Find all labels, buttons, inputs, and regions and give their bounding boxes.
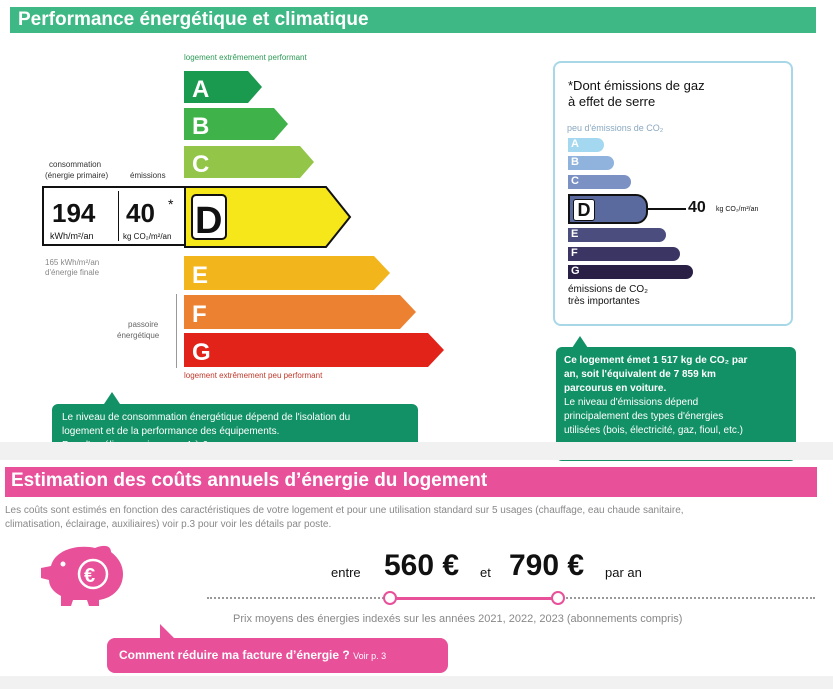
value-divider bbox=[118, 191, 119, 241]
passoire-bracket bbox=[176, 294, 177, 368]
ges-class-b: B bbox=[568, 156, 614, 170]
section-header-costs bbox=[5, 467, 817, 497]
dpe-class-b-letter: B bbox=[192, 113, 210, 140]
info-left-line-2: logement et de la performance des équipements. bbox=[62, 426, 280, 437]
costs-description-2: climatisation, éclairage, auxiliaires) voir p.3 pour voir les détails par poste. bbox=[5, 519, 332, 530]
passoire-label-2: énergétique bbox=[117, 331, 160, 340]
section-header-energy bbox=[10, 7, 816, 33]
button-pointer bbox=[160, 624, 174, 638]
info-left-line-1: Le niveau de consommation énergétique dépend de l'isolation du bbox=[62, 412, 351, 423]
reduce-bill-label: Comment réduire ma facture d’énergie ? bbox=[119, 648, 350, 662]
section-title: Performance énergétique et climatique bbox=[18, 9, 369, 30]
section-separator bbox=[0, 442, 833, 460]
emissions-star: * bbox=[168, 196, 174, 212]
costs-description-1: Les coûts sont estimés en fonction des caractéristiques de votre logement et pour une utilisation standard sur 5 usages (chauffage, eau chaude sanitaire, bbox=[5, 505, 684, 516]
ges-bottom-1: émissions de CO₂ bbox=[568, 284, 649, 295]
reduce-bill-button[interactable] bbox=[107, 638, 448, 673]
cost-max-marker bbox=[551, 591, 565, 605]
info-right-line-3: parcourus en voiture. bbox=[564, 383, 667, 394]
between-label: entre bbox=[331, 565, 361, 580]
ges-class-d-letter: D bbox=[573, 199, 595, 221]
dpe-class-e-letter: E bbox=[192, 262, 209, 289]
cost-max: 790 € bbox=[509, 549, 585, 582]
emissions-unit: kg CO₂/m²/an bbox=[123, 232, 172, 241]
dpe-class-a-letter: A bbox=[192, 76, 210, 103]
ges-class-g: G bbox=[568, 265, 693, 279]
ges-class-c: C bbox=[568, 175, 631, 189]
cost-range-bar bbox=[390, 597, 558, 600]
dpe-class-d-letter: D bbox=[195, 200, 223, 242]
consumption-unit: kWh/m²/an bbox=[50, 231, 94, 241]
dpe-class-e bbox=[184, 256, 392, 290]
ges-title-2: à effet de serre bbox=[568, 94, 656, 109]
dpe-class-f bbox=[184, 295, 418, 329]
info-right-line-2: an, soit l'équivalent de 7 859 km bbox=[564, 369, 716, 380]
ges-scale-box bbox=[553, 61, 793, 326]
per-year-label: par an bbox=[605, 565, 642, 580]
ges-value: 40 bbox=[688, 199, 706, 216]
ges-title-1: *Dont émissions de gaz bbox=[568, 78, 705, 93]
dpe-class-a bbox=[184, 71, 264, 103]
dpe-top-label: logement extrêmement performant bbox=[184, 53, 307, 62]
passoire-label-1: passoire bbox=[128, 320, 159, 329]
piggy-bank-euro-icon bbox=[37, 540, 129, 613]
ges-pointer-line bbox=[648, 208, 686, 210]
dpe-class-g bbox=[184, 333, 446, 367]
info-right-line-6: utilisées (bois, électricité, gaz, fioul, etc.) bbox=[564, 425, 743, 436]
ges-class-f: F bbox=[568, 247, 680, 261]
reduce-bill-page: Voir p. 3 bbox=[353, 651, 387, 661]
dpe-class-c bbox=[184, 146, 316, 178]
info-pointer bbox=[104, 392, 120, 404]
dpe-class-c-letter: C bbox=[192, 151, 210, 178]
dpe-class-d-current bbox=[184, 186, 352, 248]
info-right-line-4: Le niveau d'émissions dépend bbox=[564, 397, 699, 408]
info-right-line-5: principalement des types d'énergies bbox=[564, 411, 724, 422]
bottom-separator bbox=[0, 676, 833, 689]
ges-unit: kg CO₂/m²/an bbox=[716, 206, 759, 213]
dpe-class-g-letter: G bbox=[192, 339, 211, 366]
consumption-label: consommation bbox=[49, 160, 102, 169]
ges-class-d-current bbox=[568, 194, 648, 224]
emissions-label: émissions bbox=[130, 171, 166, 180]
final-energy-label: d'énergie finale bbox=[45, 268, 100, 277]
dpe-bottom-label: logement extrêmement peu performant bbox=[184, 371, 323, 380]
costs-title: Estimation des coûts annuels d’énergie du logement bbox=[11, 470, 488, 491]
svg-text:€: € bbox=[84, 565, 96, 587]
primary-energy-label: (énergie primaire) bbox=[45, 171, 109, 180]
ges-top-label: peu d'émissions de CO₂ bbox=[567, 123, 664, 133]
emissions-value: 40 bbox=[126, 198, 155, 228]
dpe-class-f-letter: F bbox=[192, 301, 207, 328]
cost-min: 560 € bbox=[384, 549, 460, 582]
ges-class-a: A bbox=[568, 138, 604, 152]
cost-min-marker bbox=[383, 591, 397, 605]
dpe-class-b bbox=[184, 108, 290, 140]
and-label: et bbox=[480, 565, 491, 580]
ges-bottom-2: très importantes bbox=[568, 296, 640, 307]
dpe-value-box bbox=[42, 186, 186, 246]
cost-note: Prix moyens des énergies indexés sur les années 2021, 2022, 2023 (abonnements compris) bbox=[233, 613, 683, 625]
final-energy-value: 165 kWh/m²/an bbox=[45, 258, 100, 267]
info-right-line-1: Ce logement émet 1 517 kg de CO₂ par bbox=[564, 355, 748, 366]
consumption-value: 194 bbox=[52, 198, 96, 228]
ges-class-e: E bbox=[568, 228, 666, 242]
